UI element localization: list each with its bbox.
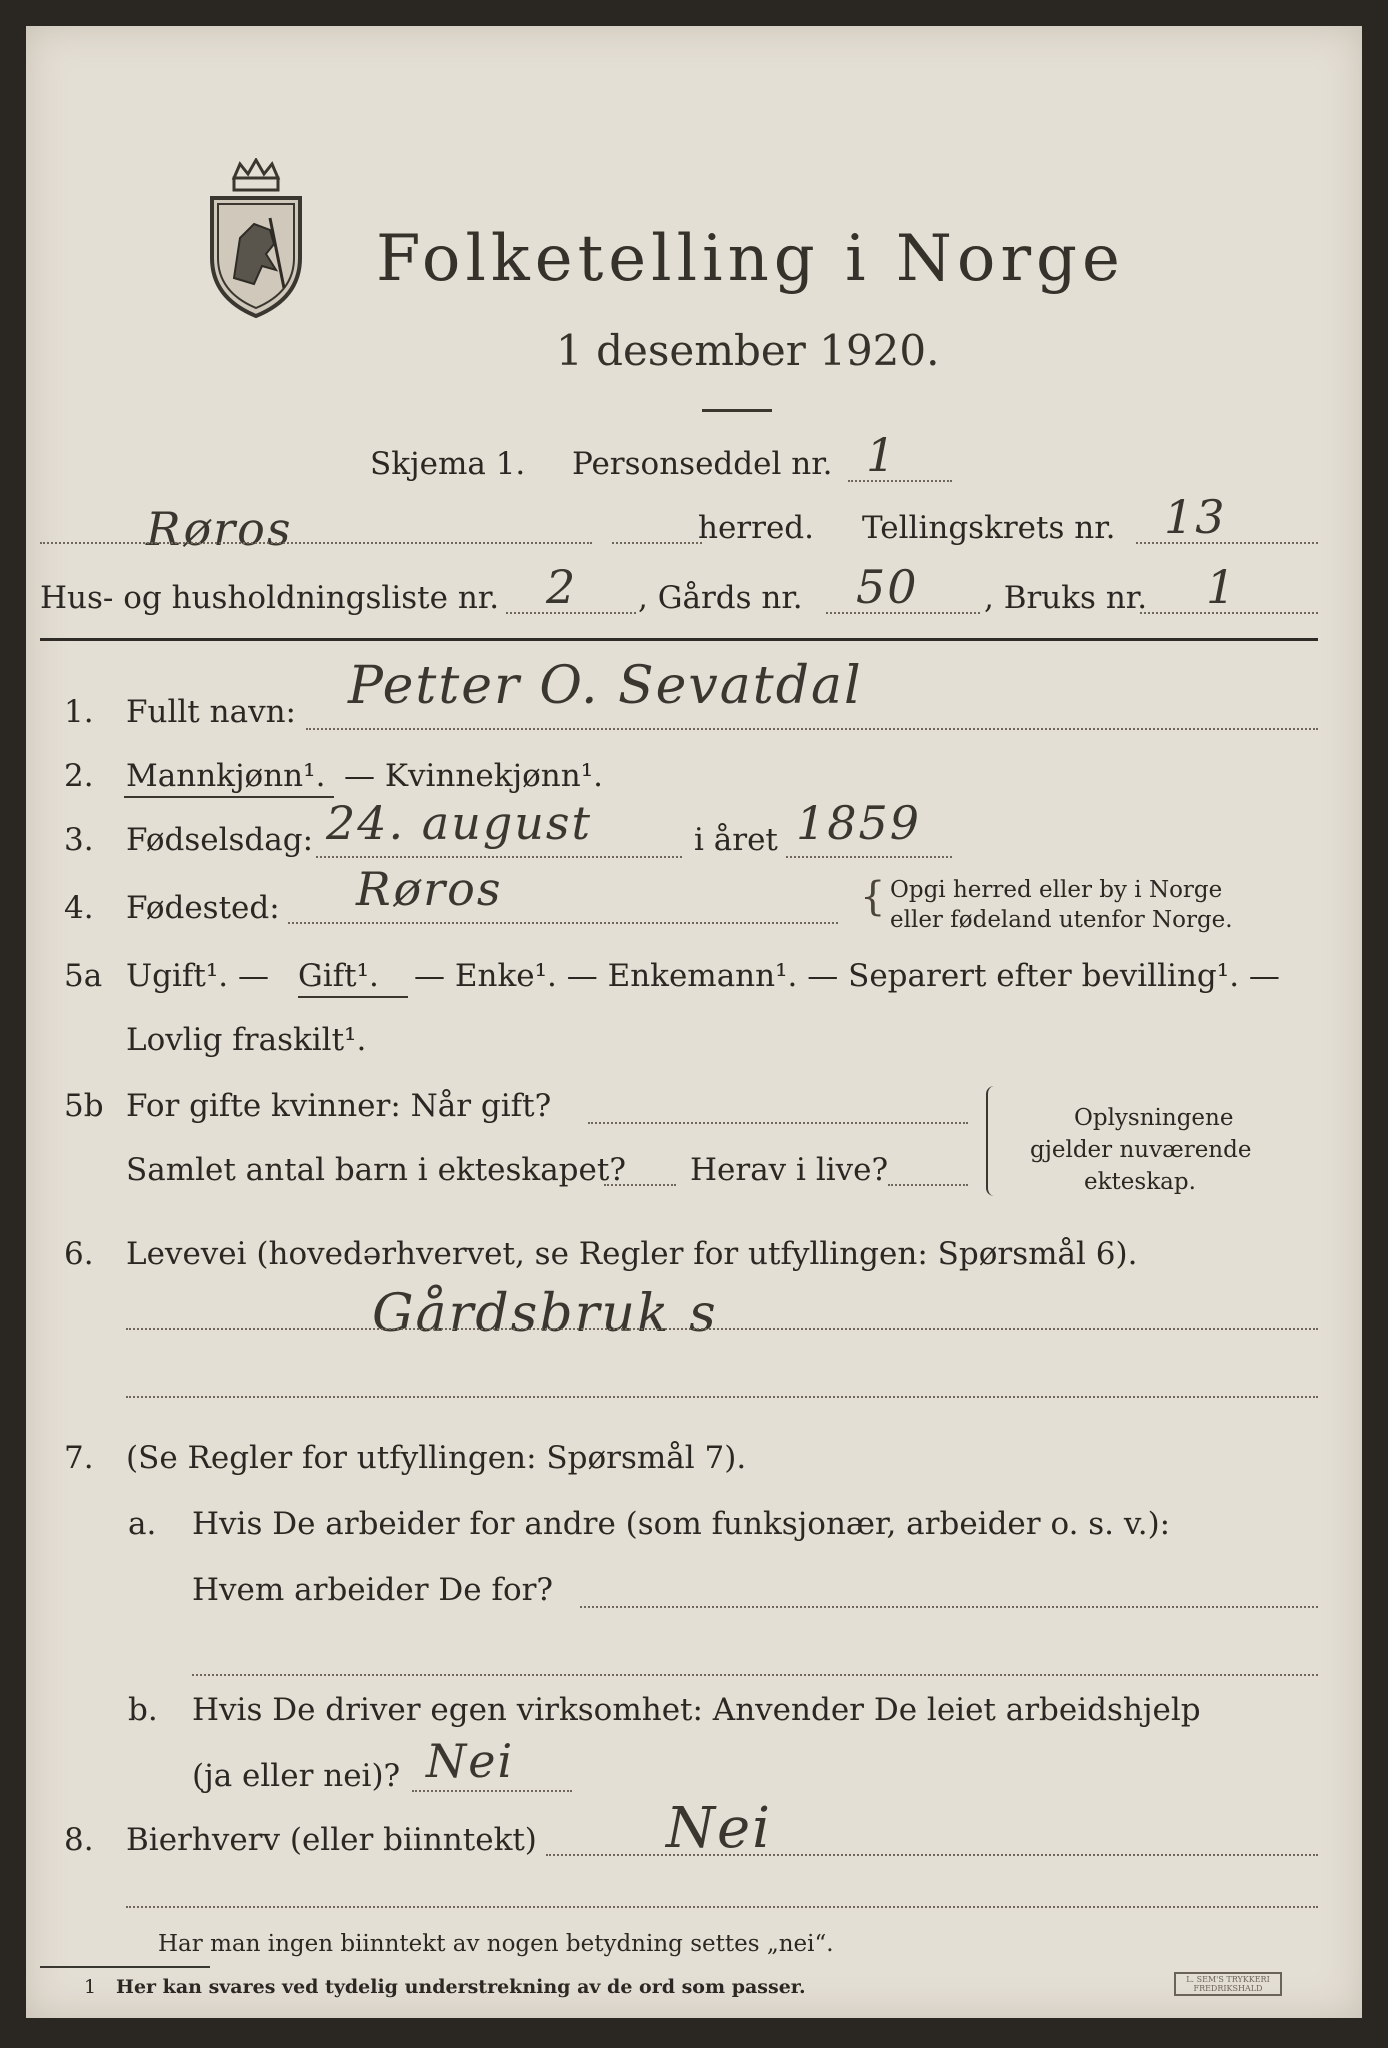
bruks-value: 1 — [1206, 560, 1238, 614]
q3-number: 3. — [64, 822, 94, 858]
q5a-unmarried-option: Ugift¹. — — [126, 958, 269, 994]
q7-number: 7. — [64, 1440, 94, 1476]
q7b-line — [412, 1790, 572, 1792]
herred-line-1 — [40, 542, 592, 544]
q8-number: 8. — [64, 1822, 94, 1858]
q7-label: (Se Regler for utfyllingen: Spørsmål 7). — [126, 1440, 747, 1476]
q6-number: 6. — [64, 1236, 94, 1272]
q4-note-1: Opgi herred eller by i Norge — [890, 877, 1223, 903]
q5a-divorced-option: Lovlig fraskilt¹. — [126, 1022, 367, 1058]
herred-value: Røros — [146, 502, 293, 556]
q7a-question: Hvis De arbeider for andre (som funksjonær, arbeider o. s. v.): — [192, 1506, 1171, 1542]
q8-line-2 — [126, 1906, 1318, 1908]
herred-label: herred. — [698, 510, 814, 546]
q3-year-line — [786, 856, 952, 858]
q5b-when-married-label: For gifte kvinner: Når gift? — [126, 1088, 552, 1124]
printer-stamp: L. SEM'S TRYKKERI FREDRIKSHALD — [1174, 1972, 1282, 1996]
q5b-note-2: gjelder nuværende — [1030, 1137, 1252, 1163]
footnote-text: Her kan svares ved tydelig understrekning av de ord som passer. — [116, 1976, 806, 1998]
q3-year-label: i året — [694, 822, 778, 858]
q2-male-option: Mannkjønn¹. — [126, 758, 326, 794]
q5b-note-1: Oplysningene — [1074, 1105, 1234, 1131]
q7a-line-2 — [192, 1674, 1318, 1676]
q4-birthplace-value: Røros — [356, 862, 503, 916]
q7b-question: Hvis De driver egen virksomhet: Anvender De leiet arbeidshjelp — [192, 1692, 1201, 1728]
schema-label: Skjema 1. — [370, 446, 526, 482]
q7a-employer-line — [580, 1606, 1318, 1608]
q7b-yes-no-label: (ja eller nei)? — [192, 1758, 401, 1794]
q6-line-2 — [126, 1396, 1318, 1398]
footnote-rule — [40, 1966, 210, 1968]
herred-line-2 — [612, 542, 702, 544]
header-rule — [40, 638, 1318, 641]
q8-label: Bierhverv (eller biinntekt) — [126, 1822, 537, 1858]
q5b-bracket — [986, 1086, 994, 1196]
q3-date-line — [316, 856, 682, 858]
q6-label: Levevei (hovedərhvervet, se Regler for utfyllingen: Spørsmål 6). — [126, 1236, 1138, 1272]
q2-female-option: — Kvinnekjønn¹. — [344, 758, 603, 794]
personseddel-line — [848, 480, 952, 482]
form-date: 1 desember 1920. — [556, 326, 940, 375]
footer-note: Har man ingen biinntekt av nogen betydning settes „nei“. — [158, 1931, 834, 1957]
personseddel-label: Personseddel nr. — [572, 446, 833, 482]
q6-line-1 — [126, 1328, 1318, 1330]
q3-birthday-value: 24. august — [326, 796, 592, 850]
hus-value: 2 — [546, 560, 578, 614]
bruks-label: , Bruks nr. — [984, 580, 1148, 616]
gards-value: 50 — [856, 560, 919, 614]
q5b-when-married-line — [588, 1122, 968, 1124]
q6-occupation-value: Gårdsbruk s — [372, 1284, 718, 1344]
q4-number: 4. — [64, 890, 94, 926]
q3-label: Fødselsdag: — [126, 822, 314, 858]
title-divider — [702, 409, 772, 412]
q7b-letter: b. — [128, 1692, 158, 1728]
q4-note-2: eller fødeland utenfor Norge. — [890, 907, 1233, 933]
personseddel-value: 1 — [866, 428, 898, 482]
q5b-alive-label: Herav i live? — [690, 1152, 889, 1188]
q5a-married-option: Gift¹. — [298, 958, 379, 994]
q2-number: 2. — [64, 758, 94, 794]
form-title: Folketelling i Norge — [376, 222, 1125, 296]
q5b-children-label: Samlet antal barn i ekteskapet? — [126, 1152, 626, 1188]
q3-year-value: 1859 — [796, 796, 922, 850]
norway-coat-of-arms-icon — [204, 158, 308, 320]
q5a-other-options: — Enke¹. — Enkemann¹. — Separert efter bevilling¹. — — [414, 958, 1280, 994]
q5b-alive-line — [888, 1184, 968, 1186]
q2-male-underline — [124, 796, 334, 798]
q7a-letter: a. — [128, 1506, 157, 1542]
tellingskrets-value: 13 — [1164, 490, 1227, 544]
q7b-value: Nei — [426, 1734, 515, 1788]
q1-label: Fullt navn: — [126, 694, 296, 730]
hus-label: Hus- og husholdningsliste nr. — [40, 580, 500, 616]
q4-brace: { — [860, 874, 886, 920]
gards-label: , Gårds nr. — [638, 580, 803, 616]
q5b-note-3: ekteskap. — [1084, 1169, 1196, 1195]
q8-line-1 — [546, 1854, 1318, 1856]
tellingskrets-label: Tellingskrets nr. — [862, 510, 1116, 546]
census-form-sheet — [26, 26, 1362, 2018]
q8-value: Nei — [666, 1796, 773, 1861]
q5b-children-line — [604, 1184, 676, 1186]
footnote-number: 1 — [84, 1976, 97, 1998]
q5a-married-underline — [298, 996, 408, 998]
q1-number: 1. — [64, 694, 94, 730]
q1-line — [306, 728, 1318, 730]
q5a-number: 5a — [64, 958, 103, 994]
q7a-employer-label: Hvem arbeider De for? — [192, 1572, 554, 1608]
q4-label: Fødested: — [126, 890, 280, 926]
q5b-number: 5b — [64, 1088, 104, 1124]
q4-line — [288, 922, 838, 924]
q1-full-name-value: Petter O. Sevatdal — [348, 656, 863, 716]
